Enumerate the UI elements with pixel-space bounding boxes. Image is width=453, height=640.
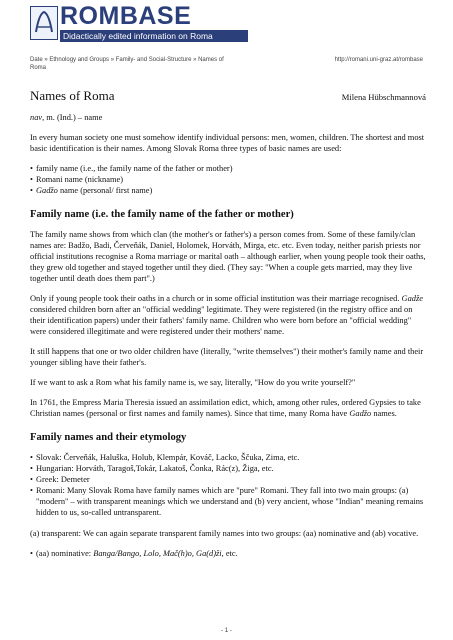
- rombase-logo-icon: [30, 6, 58, 40]
- list-item: • Romani name (nickname): [30, 174, 426, 185]
- list-item-text: name (personal/ first name): [57, 186, 153, 195]
- list-item: [30, 548, 426, 559]
- gadze-term: Gadže: [401, 294, 423, 303]
- intro-paragraph: In every human society one must somehow identify individual persons: men, women, children. The shortest and most basic identification is their names. Among Slovak Roma three types of basic names are used:: [30, 133, 425, 153]
- paragraph-text: Only if young people took their oaths in a church or in some official institution was their marriage recognised.: [30, 294, 402, 303]
- author: Milena Hübschmannová: [341, 92, 426, 102]
- gadzo-term: Gadžo: [36, 186, 58, 195]
- paragraph: It still happens that one or two older children have (literally, "write themselves") their mother's family name and their younger sibling have their father's.: [30, 347, 424, 367]
- paragraph: (a) transparent: We can again separate transparent family names into two groups: (aa) nominative and (ab) vocative.: [30, 529, 419, 538]
- paragraph-text: names.: [371, 409, 397, 418]
- paragraph-text: In 1761, the Empress Maria Theresia issued an assimilation edict, which, among other rules, ordered Gypsies to take Christian names (personal or first names and family names). Since that time, many Roma have: [30, 398, 421, 418]
- site-tagline: Didactically edited information on Roma: [60, 30, 248, 42]
- name-types-list: [30, 163, 426, 196]
- paragraph: [30, 293, 426, 337]
- list-item: • Hungarian: Horváth, Taragoš,Tokár, Lakatoš, Čonka, Rác(z), Žiga, etc.: [30, 463, 426, 474]
- title-row: [30, 88, 426, 103]
- subtitle-rest: , m. (Ind.) – name: [42, 113, 103, 122]
- list-item: • Romani: Many Slovak Roma have family names which are "pure" Romani. They fall into two main groups: (a) "modern" – with transparent meanings which we understand and (b) very ancient, whose "Indian" meaning remains hidden to us, so-called untransparent.: [30, 485, 426, 518]
- page-number: - 1 -: [221, 628, 232, 634]
- paragraph: If we want to ask a Rom what his family name is, we say, literally, "How do you write yourself?": [30, 378, 356, 387]
- breadcrumb: Date » Ethnology and Groups » Family- and Social-Structure » Names of Roma: [30, 57, 224, 71]
- page-title: Names of Roma: [30, 88, 115, 103]
- list-item: • Slovak: Červeňák, Haluška, Holub, Klempár, Kováč, Lacko, Ščuka, Zima, etc.: [30, 452, 426, 463]
- subtitle: [30, 112, 426, 123]
- list-item: [30, 185, 426, 196]
- paragraph-text: considered children born after an "official wedding" legitimate. They were registered (in the registry office and on their identification papers) under their fathers' family name. Children who were born before an "official wedding" were considered illegitimate and were registered under their mothers' name.: [30, 305, 413, 336]
- nominative-names: Banga/Bango, Lolo, Mač(h)o, Ga(d)ži: [93, 549, 222, 558]
- article-content: [30, 80, 426, 569]
- subtitle-term: nav: [30, 113, 43, 122]
- section-heading-etymology: Family names and their etymology: [30, 432, 187, 443]
- list-item-tail: , etc.: [221, 549, 238, 558]
- section-heading-family-name: Family name (i.e. the family name of the father or mother): [30, 209, 294, 220]
- site-brand: ROMBASE: [60, 2, 192, 30]
- paragraph: [30, 397, 426, 419]
- gadzo-term: Gadžo: [349, 409, 372, 418]
- list-item: • family name (i.e., the family name of the father or mother): [30, 163, 426, 174]
- site-url: http://romani.uni-graz.at/rombase: [334, 57, 423, 63]
- paragraph: The family name shows from which clan (the mother's or father's) a person comes from. Some of these family/clan names are: Badžo, Badi, Červeňák, Daniel, Holomek, Horváth, Mirga, etc. etc. Even today, neither parish priests nor official institutions recognise a Roma marriage or marital oath – although earlier, when young people took their oaths, they grew old together and stayed together until they died. (They say: "When a couple gets married, may they live together until death does them part".): [30, 230, 426, 283]
- list-item-label: (aa) nominative:: [36, 549, 94, 558]
- etymology-list: [30, 452, 426, 518]
- list-item: • Greek: Demeter: [30, 474, 426, 485]
- nominative-list: [30, 548, 426, 559]
